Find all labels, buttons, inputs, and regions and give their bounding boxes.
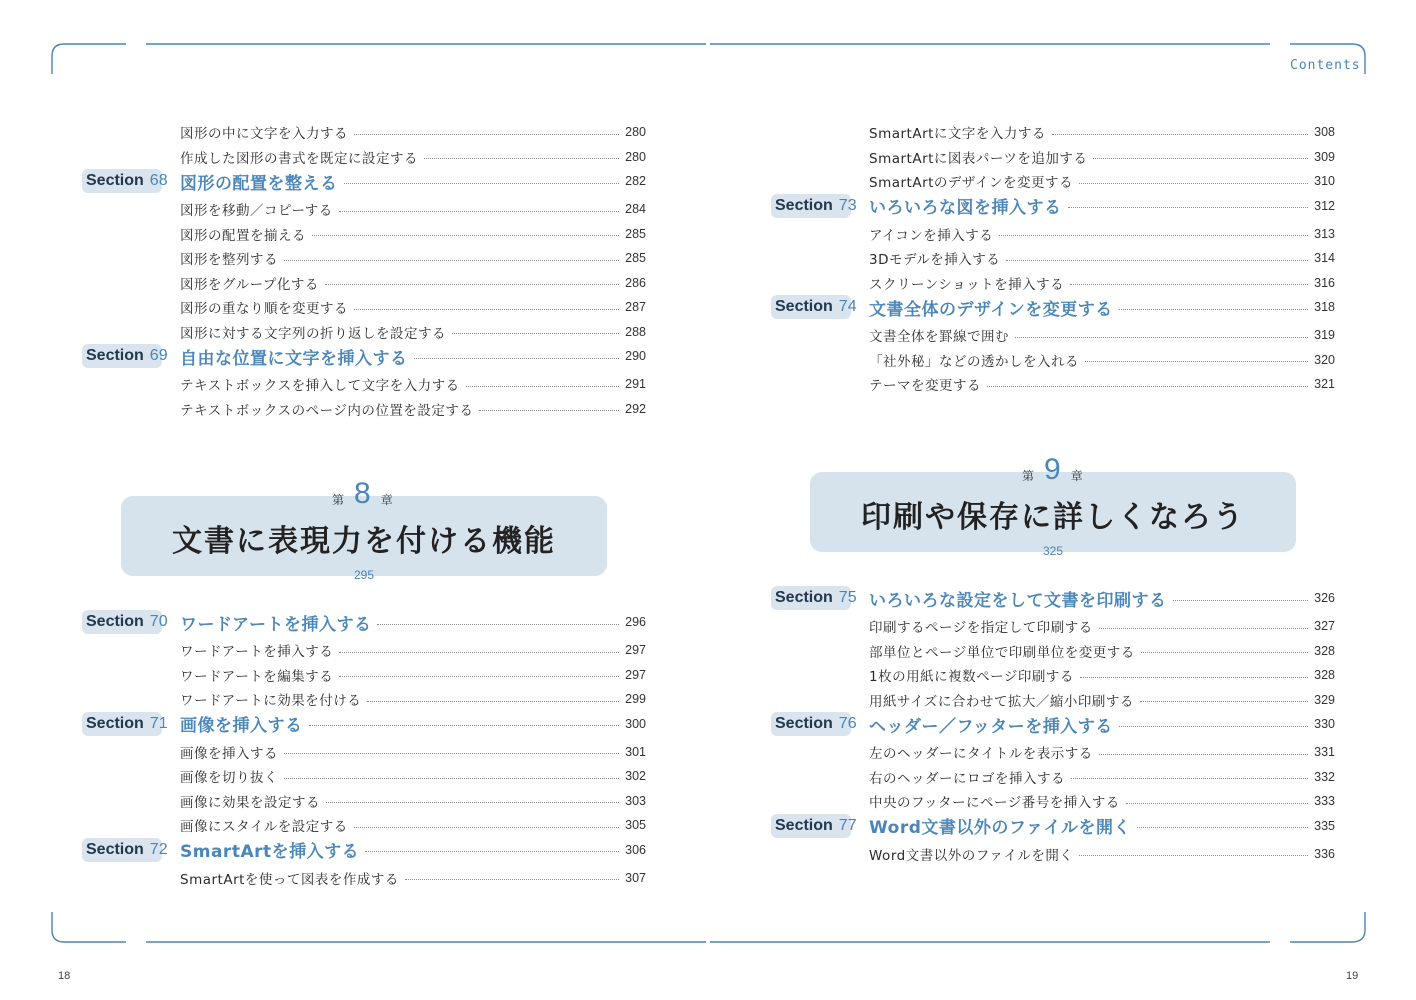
page-ref: 328 bbox=[1314, 668, 1335, 682]
chapter-9-page: 325 bbox=[1042, 544, 1064, 558]
leader-dots bbox=[1079, 855, 1308, 856]
leader-dots bbox=[1140, 701, 1308, 702]
page-ref: 296 bbox=[625, 615, 646, 629]
leader-dots bbox=[405, 879, 619, 880]
leader-dots bbox=[466, 386, 620, 387]
item-title: 右のヘッダーにロゴを挿入する bbox=[869, 770, 1065, 787]
page-number-left: 18 bbox=[58, 970, 71, 982]
toc-item-row bbox=[869, 246, 1335, 270]
toc-section-row bbox=[775, 295, 1335, 320]
item-title: 中央のフッターにページ番号を挿入する bbox=[869, 795, 1120, 811]
leader-dots bbox=[354, 827, 619, 828]
item-title: SmartArtに図表パーツを追加する bbox=[869, 150, 1088, 167]
page-ref: 285 bbox=[625, 251, 646, 265]
page-ref: 331 bbox=[1314, 745, 1335, 759]
toc-section-row bbox=[86, 712, 646, 736]
section-title: 文書全体のデザインを変更する bbox=[869, 299, 1113, 320]
toc-item-row bbox=[869, 765, 1335, 789]
toc-item-row bbox=[869, 372, 1335, 396]
toc-item-row bbox=[180, 295, 646, 319]
page-ref: 292 bbox=[625, 401, 646, 416]
leader-dots bbox=[1119, 726, 1308, 727]
page-number-right: 19 bbox=[1346, 970, 1359, 982]
page-ref: 321 bbox=[1314, 377, 1335, 391]
page-ref: 302 bbox=[625, 769, 646, 783]
item-title: 左のヘッダーにタイトルを表示する bbox=[869, 746, 1093, 762]
toc-item-row bbox=[180, 271, 646, 295]
chapter-suffix: 章 bbox=[1070, 469, 1083, 483]
item-title: ワードアートを編集する bbox=[180, 668, 334, 685]
leader-dots bbox=[354, 134, 619, 135]
chapter-number: 9 bbox=[1044, 453, 1061, 486]
section-word: Section bbox=[775, 715, 833, 732]
page-ref: 319 bbox=[1314, 328, 1335, 342]
page-ref: 320 bbox=[1314, 352, 1335, 367]
section-word: Section bbox=[775, 589, 833, 606]
section-number: 77 bbox=[838, 816, 857, 834]
item-title: 図形の重なり順を変更する bbox=[180, 301, 348, 317]
toc-item-row bbox=[869, 271, 1335, 295]
leader-dots bbox=[1093, 158, 1308, 159]
page-ref: 332 bbox=[1314, 769, 1335, 784]
section-number: 71 bbox=[149, 714, 168, 732]
page-ref: 307 bbox=[625, 870, 646, 885]
leader-dots bbox=[1085, 361, 1308, 362]
page-ref: 318 bbox=[1314, 300, 1335, 314]
toc-item-row bbox=[180, 866, 646, 890]
section-title: 図形の配置を整える bbox=[180, 173, 338, 194]
toc-item-row bbox=[869, 145, 1335, 169]
toc-item-row bbox=[180, 813, 646, 837]
toc-item-row bbox=[180, 222, 646, 246]
leader-dots bbox=[365, 851, 619, 852]
item-title: 図形に対する文字列の折り返しを設定する bbox=[180, 325, 446, 342]
leader-dots bbox=[1070, 284, 1308, 285]
page-ref: 313 bbox=[1314, 226, 1335, 241]
section-word: Section bbox=[86, 714, 144, 732]
page-ref: 290 bbox=[625, 349, 646, 363]
leader-dots bbox=[1006, 260, 1308, 261]
chapter-suffix: 章 bbox=[380, 493, 393, 507]
section-title: いろいろな図を挿入する bbox=[869, 198, 1062, 218]
section-badge bbox=[82, 169, 168, 193]
leader-dots bbox=[414, 358, 620, 359]
section-badge bbox=[82, 344, 168, 368]
page-ref: 303 bbox=[625, 793, 646, 808]
item-title: ワードアートを挿入する bbox=[180, 644, 334, 660]
leader-dots bbox=[312, 235, 619, 236]
toc-item-row bbox=[180, 120, 646, 144]
page-ref: 328 bbox=[1314, 643, 1335, 658]
toc-section-row bbox=[775, 194, 1335, 218]
section-word: Section bbox=[775, 196, 833, 214]
section-badge bbox=[82, 838, 168, 862]
toc-item-row bbox=[180, 789, 646, 813]
toc-item-row bbox=[869, 348, 1335, 372]
page-ref: 299 bbox=[625, 692, 646, 706]
chapter-prefix: 第 bbox=[332, 493, 345, 507]
toc-section-row bbox=[775, 712, 1335, 737]
leader-dots bbox=[1126, 803, 1308, 804]
section-title: ワードアートを挿入する bbox=[180, 614, 372, 635]
toc-item-row bbox=[869, 614, 1335, 638]
leader-dots bbox=[284, 778, 619, 779]
item-title: 図形をグループ化する bbox=[180, 276, 319, 293]
chapter-prefix: 第 bbox=[1022, 469, 1035, 483]
page-ref: 327 bbox=[1314, 619, 1335, 633]
item-title: 画像を挿入する bbox=[180, 745, 278, 762]
page-ref: 310 bbox=[1314, 174, 1335, 188]
toc-item-row bbox=[180, 372, 646, 396]
section-badge bbox=[82, 610, 168, 634]
toc-item-row bbox=[180, 246, 646, 270]
item-title: テーマを変更する bbox=[869, 378, 981, 394]
page-ref: 286 bbox=[625, 275, 646, 290]
item-title: 図形を移動／コピーする bbox=[180, 203, 333, 219]
leader-dots bbox=[1079, 183, 1308, 184]
leader-dots bbox=[1015, 337, 1308, 338]
leader-dots bbox=[452, 333, 619, 334]
section-number: 70 bbox=[149, 613, 168, 630]
leader-dots bbox=[1099, 628, 1308, 629]
toc-item-row bbox=[869, 323, 1335, 347]
toc-section-row bbox=[86, 344, 646, 369]
toc-section-row bbox=[775, 586, 1335, 611]
item-title: 文書全体を罫線で囲む bbox=[869, 329, 1009, 345]
leader-dots bbox=[1141, 652, 1308, 653]
toc-item-row bbox=[869, 688, 1335, 712]
chapter-8-page: 295 bbox=[353, 568, 375, 582]
section-number: 73 bbox=[838, 196, 857, 214]
item-title: 図形を整列する bbox=[180, 252, 278, 268]
leader-dots bbox=[1080, 677, 1308, 678]
page-ref: 287 bbox=[625, 300, 646, 314]
leader-dots bbox=[339, 676, 619, 677]
item-title: 印刷するページを指定して印刷する bbox=[869, 620, 1093, 636]
item-title: スクリーンショットを挿入する bbox=[869, 276, 1065, 293]
page-ref: 306 bbox=[625, 842, 646, 857]
section-number: 74 bbox=[838, 298, 857, 315]
section-title: ヘッダー／フッターを挿入する bbox=[869, 716, 1113, 737]
leader-dots bbox=[367, 701, 619, 702]
section-badge bbox=[771, 586, 857, 610]
item-title: 「社外秘」などの透かしを入れる bbox=[869, 353, 1079, 370]
leader-dots bbox=[326, 802, 619, 803]
section-number: 72 bbox=[149, 840, 168, 858]
page-ref: 316 bbox=[1314, 275, 1335, 290]
section-badge bbox=[771, 295, 857, 319]
leader-dots bbox=[339, 211, 619, 212]
leader-dots bbox=[284, 753, 619, 754]
section-badge bbox=[82, 712, 168, 736]
toc-item-row bbox=[180, 740, 646, 764]
item-title: 図形の配置を揃える bbox=[180, 227, 306, 244]
section-number: 75 bbox=[838, 589, 857, 606]
section-number: 76 bbox=[838, 715, 857, 732]
toc-item-row bbox=[180, 687, 646, 711]
page-ref: 305 bbox=[625, 818, 646, 832]
leader-dots bbox=[1068, 207, 1309, 208]
item-title: Word文書以外のファイルを開く bbox=[869, 847, 1074, 864]
leader-dots bbox=[1119, 309, 1308, 310]
page-ref: 291 bbox=[625, 377, 646, 391]
item-title: 作成した図形の書式を既定に設定する bbox=[180, 150, 418, 167]
page-ref: 335 bbox=[1314, 818, 1335, 833]
leader-dots bbox=[325, 284, 619, 285]
contents-label: Contents bbox=[1290, 58, 1361, 73]
leader-dots bbox=[1173, 600, 1309, 601]
toc-item-row bbox=[869, 222, 1335, 246]
page-ref: 300 bbox=[625, 716, 646, 731]
toc-item-row bbox=[180, 764, 646, 788]
leader-dots bbox=[1137, 827, 1308, 828]
toc-item-row bbox=[180, 197, 646, 221]
toc-item-row bbox=[180, 320, 646, 344]
leader-dots bbox=[377, 624, 619, 625]
page-ref: 288 bbox=[625, 324, 646, 339]
leader-dots bbox=[344, 183, 620, 184]
toc-section-row bbox=[775, 814, 1335, 838]
toc-item-row bbox=[869, 789, 1335, 813]
page-ref: 330 bbox=[1314, 717, 1335, 731]
toc-section-row bbox=[86, 838, 646, 862]
item-title: SmartArtを使って図表を作成する bbox=[180, 871, 399, 888]
page-ref: 312 bbox=[1314, 198, 1335, 213]
page-ref: 329 bbox=[1314, 692, 1335, 707]
toc-section-row bbox=[86, 169, 646, 194]
leader-dots bbox=[1099, 754, 1308, 755]
page-ref: 326 bbox=[1314, 591, 1335, 605]
item-title: 画像に効果を設定する bbox=[180, 794, 320, 811]
chapter-9-title: 印刷や保存に詳しくなろう bbox=[861, 500, 1245, 535]
page-ref: 282 bbox=[625, 174, 646, 188]
page-ref: 308 bbox=[1314, 125, 1335, 139]
section-word: Section bbox=[86, 347, 144, 364]
item-title: 3Dモデルを挿入する bbox=[869, 252, 1001, 268]
leader-dots bbox=[309, 725, 620, 726]
section-word: Section bbox=[86, 840, 144, 858]
section-badge bbox=[771, 712, 857, 736]
toc-section-row bbox=[86, 610, 646, 635]
leader-dots bbox=[284, 260, 619, 261]
item-title: テキストボックスのページ内の位置を設定する bbox=[180, 402, 474, 419]
section-badge bbox=[771, 194, 857, 218]
toc-item-row bbox=[180, 397, 646, 421]
page-ref: 333 bbox=[1314, 794, 1335, 808]
page-ref: 284 bbox=[625, 202, 646, 216]
page-ref: 285 bbox=[625, 226, 646, 241]
chapter-8-title: 文書に表現力を付ける機能 bbox=[172, 524, 556, 559]
leader-dots bbox=[999, 235, 1308, 236]
item-title: 画像にスタイルを設定する bbox=[180, 819, 348, 835]
item-title: ワードアートに効果を付ける bbox=[180, 693, 362, 709]
item-title: SmartArtのデザインを変更する bbox=[869, 175, 1073, 191]
toc-item-row bbox=[869, 120, 1335, 144]
page-ref: 280 bbox=[625, 125, 646, 139]
item-title: テキストボックスを挿入して文字を入力する bbox=[180, 378, 460, 394]
section-title: 自由な位置に文字を挿入する bbox=[180, 348, 408, 369]
section-title: Word文書以外のファイルを開く bbox=[869, 818, 1132, 838]
toc-item-row bbox=[869, 639, 1335, 663]
toc-item-row bbox=[180, 663, 646, 687]
item-title: 用紙サイズに合わせて拡大／縮小印刷する bbox=[869, 693, 1134, 710]
leader-dots bbox=[339, 652, 619, 653]
page-ref: 309 bbox=[1314, 149, 1335, 164]
section-badge bbox=[771, 814, 857, 838]
section-word: Section bbox=[775, 298, 833, 315]
toc-item-row bbox=[180, 145, 646, 169]
toc-item-row bbox=[869, 740, 1335, 764]
section-title: いろいろな設定をして文書を印刷する bbox=[869, 590, 1167, 611]
page-ref: 336 bbox=[1314, 846, 1335, 861]
section-title: 画像を挿入する bbox=[180, 716, 303, 736]
toc-item-row bbox=[869, 663, 1335, 687]
leader-dots bbox=[354, 309, 619, 310]
chapter-9-heading bbox=[1022, 453, 1083, 486]
item-title: 図形の中に文字を入力する bbox=[180, 126, 348, 142]
leader-dots bbox=[1052, 134, 1308, 135]
item-title: アイコンを挿入する bbox=[869, 227, 994, 244]
page-ref: 301 bbox=[625, 744, 646, 759]
section-word: Section bbox=[86, 613, 144, 630]
section-number: 68 bbox=[149, 172, 168, 189]
page-ref: 297 bbox=[625, 667, 646, 682]
page-ref: 297 bbox=[625, 643, 646, 657]
section-number: 69 bbox=[149, 347, 168, 364]
toc-item-row bbox=[869, 169, 1335, 193]
leader-dots bbox=[424, 158, 619, 159]
page-ref: 314 bbox=[1314, 251, 1335, 265]
chapter-number: 8 bbox=[354, 477, 371, 510]
section-word: Section bbox=[775, 816, 833, 834]
page-ref: 280 bbox=[625, 149, 646, 164]
item-title: SmartArtに文字を入力する bbox=[869, 126, 1046, 142]
item-title: 画像を切り抜く bbox=[180, 770, 278, 786]
item-title: 1枚の用紙に複数ページ印刷する bbox=[869, 669, 1074, 685]
section-word: Section bbox=[86, 172, 144, 189]
leader-dots bbox=[1071, 778, 1308, 779]
leader-dots bbox=[987, 386, 1308, 387]
item-title: 部単位とページ単位で印刷単位を変更する bbox=[869, 644, 1135, 661]
section-title: SmartArtを挿入する bbox=[180, 842, 360, 862]
leader-dots bbox=[479, 410, 619, 411]
toc-item-row bbox=[869, 842, 1335, 866]
chapter-8-heading bbox=[332, 477, 393, 510]
toc-item-row bbox=[180, 638, 646, 662]
